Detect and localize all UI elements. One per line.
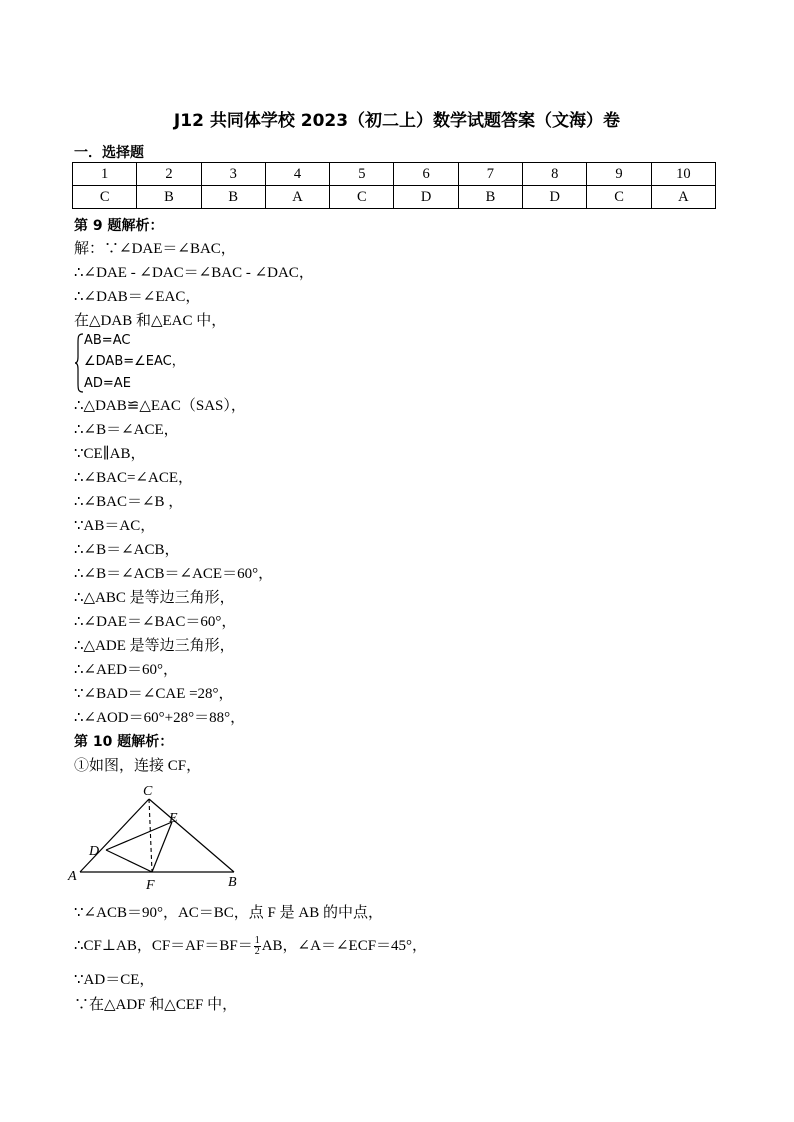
label-c: C — [143, 784, 153, 799]
segment-cf-dashed — [149, 799, 152, 872]
table-cell: C — [73, 186, 137, 209]
fraction-half — [254, 936, 261, 957]
label-f: F — [146, 878, 155, 890]
table-cell: A — [651, 186, 715, 209]
table-cell: B — [137, 186, 201, 209]
answer-table — [72, 162, 716, 209]
q9-line: ∵∠BAD＝∠CAE =28°， — [74, 686, 234, 702]
q9-line: ∴△ADE 是等边三角形， — [74, 638, 235, 654]
q9-line: ∴∠B＝∠ACE， — [74, 422, 179, 438]
q9-line: ∴∠BAC=∠ACE， — [74, 470, 193, 486]
table-cell: 4 — [265, 163, 329, 186]
q9-line: ∴△ABC 是等边三角形， — [74, 590, 235, 606]
system-line: AD=AE — [84, 376, 131, 391]
q9-line: 在△DAB 和△EAC 中， — [74, 313, 227, 329]
q9-line: ∴∠AOD＝60°+28°＝88°， — [74, 710, 246, 726]
table-cell: C — [587, 186, 651, 209]
table-row-numbers — [73, 163, 716, 186]
page-title: J12 共同体学校 2023（初二上）数学试题答案（文海）卷 — [173, 111, 621, 131]
q9-heading: 第 9 题解析： — [74, 218, 164, 234]
table-cell: 2 — [137, 163, 201, 186]
label-a: A — [68, 869, 77, 884]
table-cell: 7 — [458, 163, 522, 186]
table-cell: 10 — [651, 163, 715, 186]
q9-line: 解：∵∠DAE＝∠BAC， — [74, 241, 236, 257]
q9-line: ∴∠DAE＝∠BAC＝60°， — [74, 614, 237, 630]
table-cell: 8 — [523, 163, 587, 186]
table-cell: 9 — [587, 163, 651, 186]
table-cell: D — [394, 186, 458, 209]
q10-text: ∴CF⊥AB，CF＝AF＝BF＝ — [74, 937, 253, 954]
q9-line: ∴∠AED＝60°， — [74, 662, 178, 678]
system-line: AB=AC — [84, 333, 131, 348]
label-d: D — [89, 844, 100, 859]
q10-line: ∵∠ACB＝90°，AC＝BC，点 F 是 AB 的中点， — [74, 905, 383, 921]
system-line: ∠DAB=∠EAC， — [84, 354, 185, 369]
fraction-numerator: 1 — [254, 935, 260, 946]
section-heading-choice: 一．选择题 — [74, 145, 144, 161]
fraction-denominator: 2 — [254, 946, 260, 957]
table-cell: B — [201, 186, 265, 209]
segment-bc — [149, 799, 234, 872]
q10-line: ①如图，连接 CF， — [74, 758, 202, 774]
q9-line: ∴△DAB≌△EAC（SAS）， — [74, 398, 246, 414]
table-cell: A — [265, 186, 329, 209]
geometry-figure — [66, 780, 256, 890]
q10-line: ∵AD＝CE， — [74, 972, 155, 988]
q9-line: ∴∠B＝∠ACB， — [74, 542, 180, 558]
table-cell: 5 — [330, 163, 394, 186]
table-cell: 3 — [201, 163, 265, 186]
q10-line: ∵在△ADF 和△CEF 中， — [74, 997, 238, 1013]
q9-line: ∴∠DAB＝∠EAC， — [74, 289, 201, 305]
table-cell: 1 — [73, 163, 137, 186]
q9-line: ∴∠BAC＝∠B ， — [74, 494, 184, 510]
q10-line-with-fraction — [74, 936, 427, 957]
table-cell: 6 — [394, 163, 458, 186]
q9-line: ∴∠B＝∠ACB＝∠ACE＝60°， — [74, 566, 274, 582]
segment-df — [106, 850, 152, 872]
left-brace-icon — [74, 333, 84, 393]
q9-line: ∵CE∥AB， — [74, 446, 146, 462]
table-cell: D — [523, 186, 587, 209]
q10-text: AB，∠A＝∠ECF＝45°， — [261, 937, 428, 954]
label-b: B — [228, 875, 237, 890]
table-cell: B — [458, 186, 522, 209]
q9-line: ∵AB＝AC， — [74, 518, 156, 534]
table-cell: C — [330, 186, 394, 209]
table-row-answers — [73, 186, 716, 209]
q10-heading: 第 10 题解析： — [74, 734, 174, 750]
label-e: E — [169, 811, 178, 826]
q9-line: ∴∠DAE - ∠DAC＝∠BAC - ∠DAC， — [74, 265, 314, 281]
